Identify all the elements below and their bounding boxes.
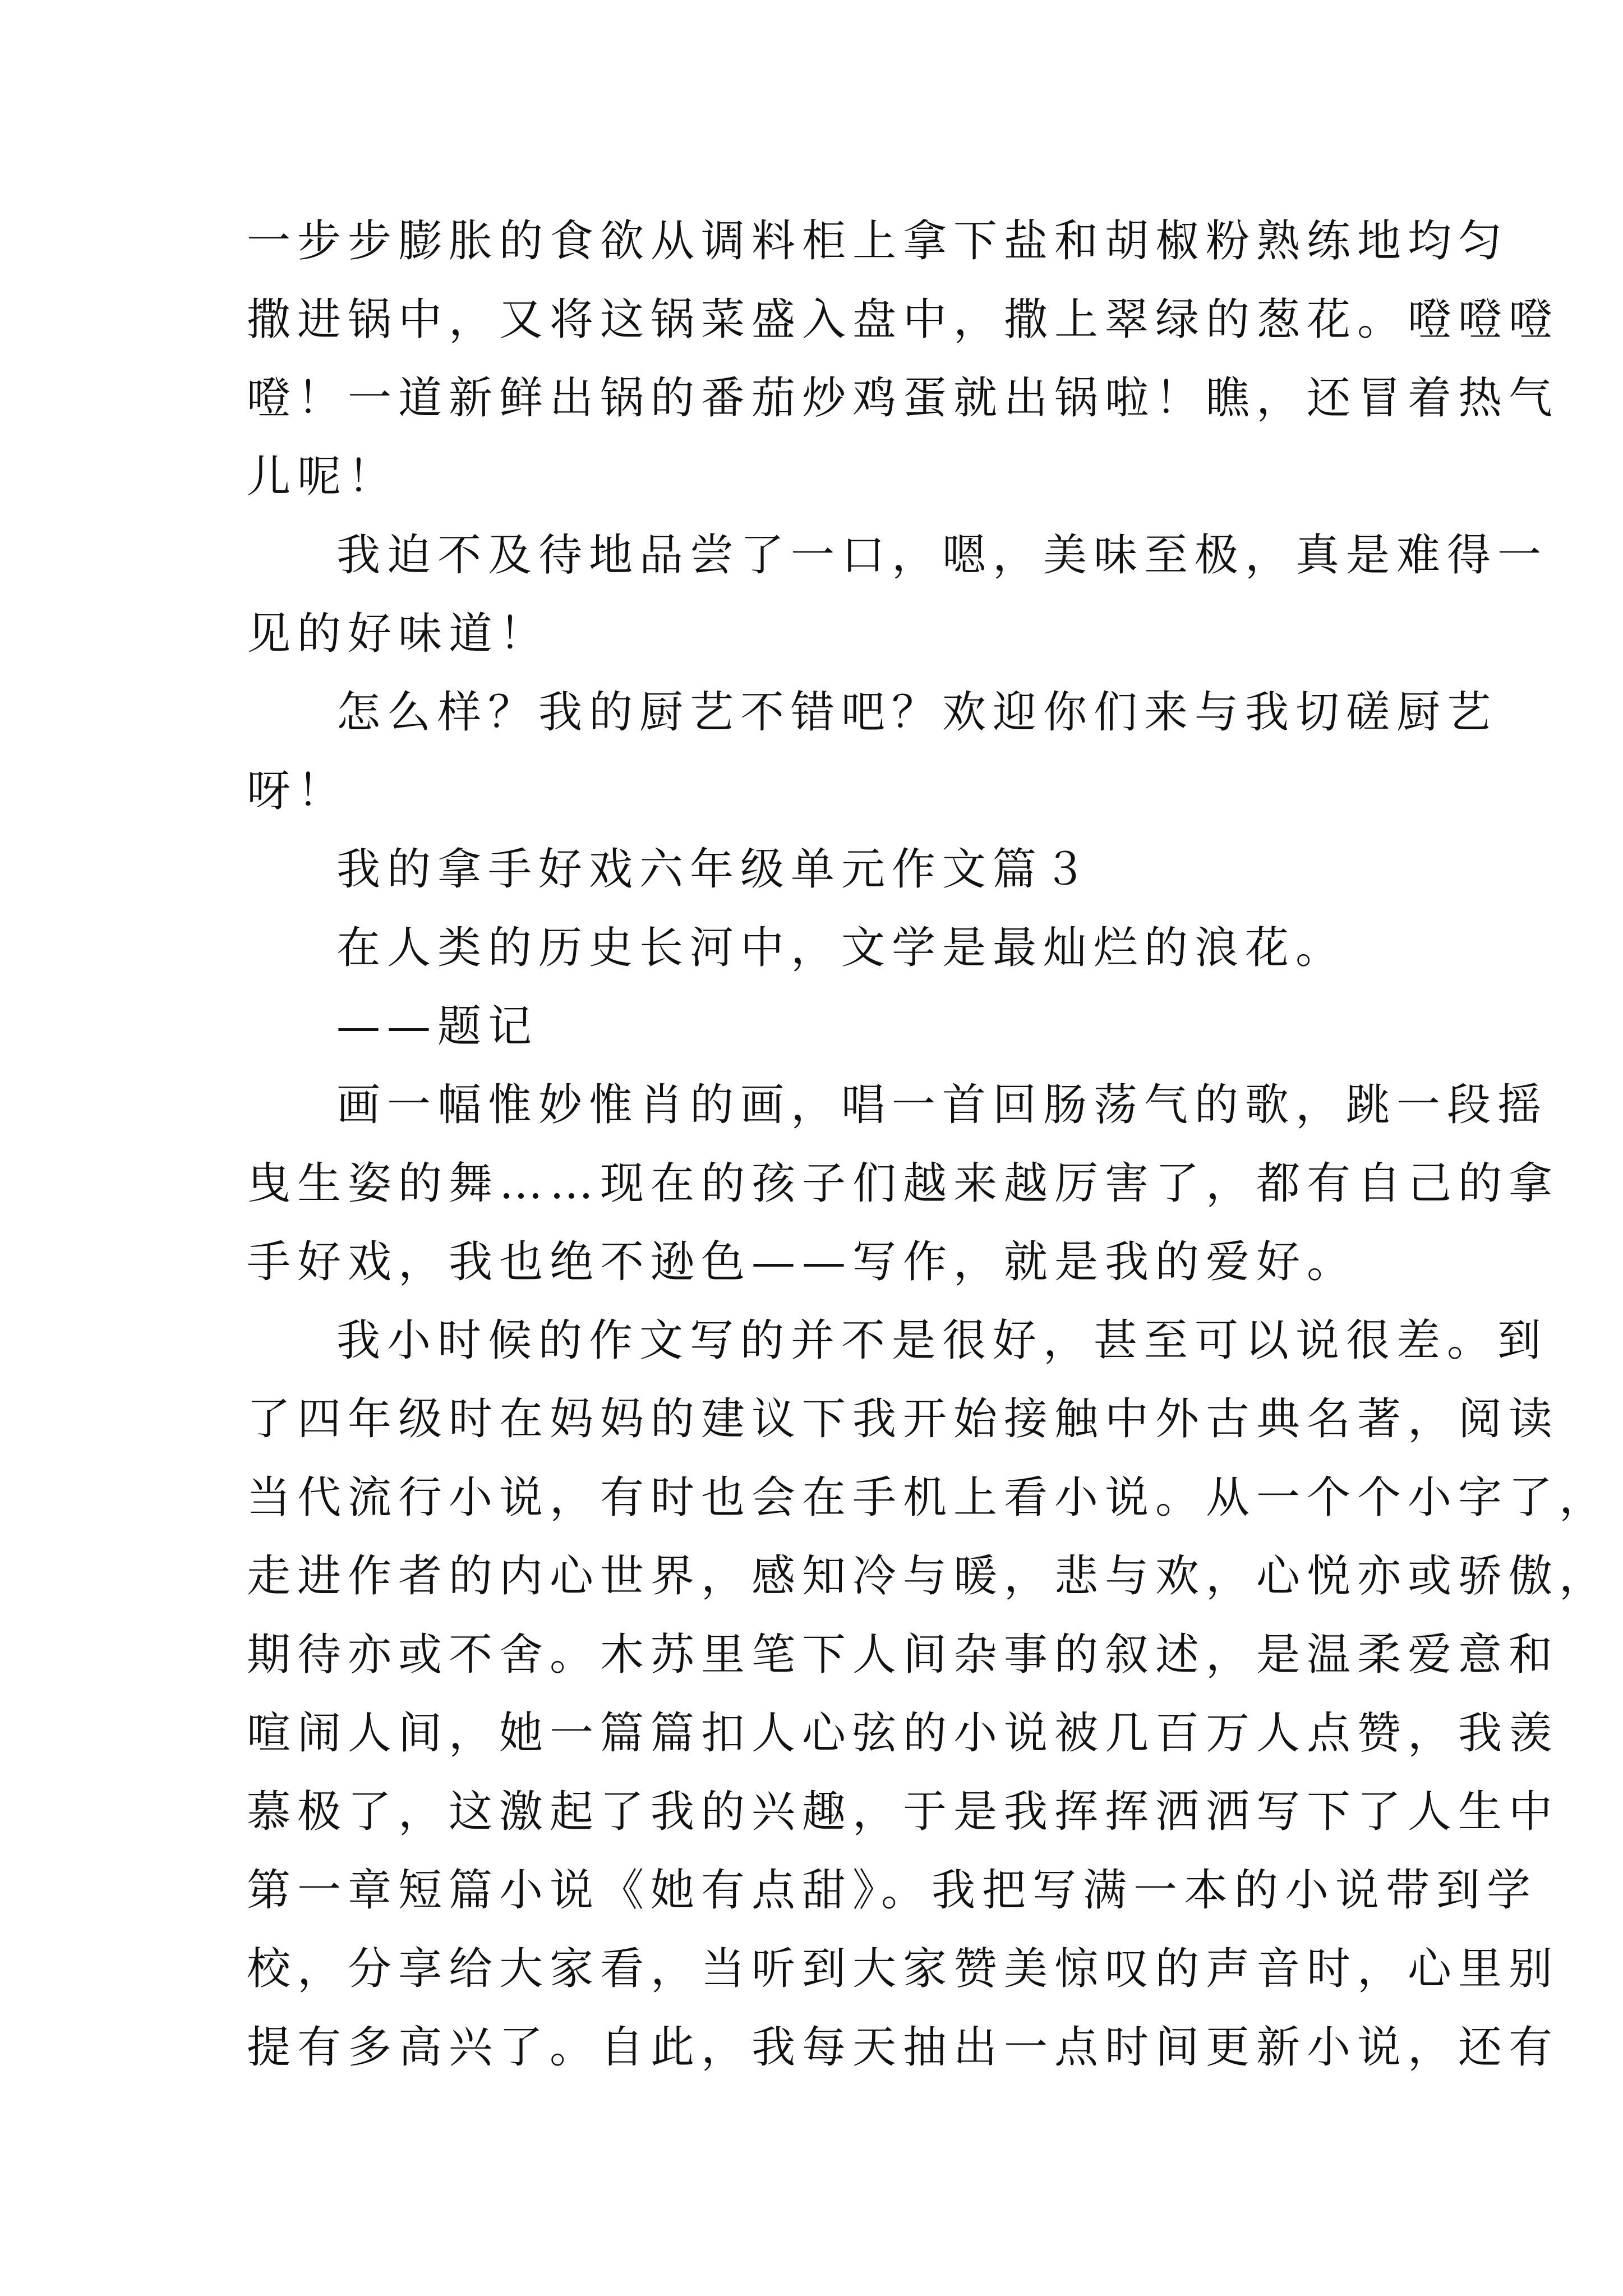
text-line: 见的好味道！ xyxy=(247,609,550,659)
text-line: 噔！一道新鲜出锅的番茄炒鸡蛋就出锅啦！瞧，还冒着热气 xyxy=(247,373,1560,424)
text-line: 当代流行小说，有时也会在手机上看小说。从一个个小字了， xyxy=(247,1473,1610,1523)
text-line: 喧闹人间，她一篇篇扣人心弦的小说被几百万人点赞，我羡 xyxy=(247,1708,1560,1759)
text-line: 我迫不及待地品尝了一口，嗯，美味至极，真是难得一 xyxy=(336,530,1548,581)
text-line: 撒进锅中，又将这锅菜盛入盘中，撒上翠绿的葱花。噔噔噔 xyxy=(247,295,1560,345)
text-line: 手好戏，我也绝不逊色——写作，就是我的爱好。 xyxy=(247,1237,1358,1287)
text-line: 曳生姿的舞……现在的孩子们越来越厉害了，都有自己的拿 xyxy=(247,1158,1560,1209)
text-line: 一步步膨胀的食欲从调料柜上拿下盐和胡椒粉熟练地均匀 xyxy=(247,216,1509,266)
text-line: 慕极了，这激起了我的兴趣，于是我挥挥洒洒写下了人生中 xyxy=(247,1787,1560,1837)
epigraph: 在人类的历史长河中，文学是最灿烂的浪花。 xyxy=(336,923,1347,973)
text-line: 走进作者的内心世界，感知冷与暖，悲与欢，心悦亦或骄傲， xyxy=(247,1551,1610,1602)
text-line: 呀！ xyxy=(247,766,348,816)
body-text xyxy=(247,202,1610,2087)
epigraph-attribution: ——题记 xyxy=(336,1001,539,1052)
text-line: 校，分享给大家看，当听到大家赞美惊叹的声音时，心里别 xyxy=(247,1944,1560,1994)
text-line: 怎么样？我的厨艺不错吧？欢迎你们来与我切磋厨艺 xyxy=(336,687,1498,738)
text-line: 期待亦或不舍。木苏里笔下人间杂事的叙述，是温柔爱意和 xyxy=(247,1630,1560,1680)
text-line: 画一幅惟妙惟肖的画，唱一首回肠荡气的歌，跳一段摇 xyxy=(336,1080,1548,1130)
text-line: 儿呢！ xyxy=(247,452,399,502)
text-line: 第一章短篇小说《她有点甜》。我把写满一本的小说带到学 xyxy=(247,1865,1538,1916)
text-line: 了四年级时在妈妈的建议下我开始接触中外古典名著，阅读 xyxy=(247,1394,1560,1444)
text-line: 我小时候的作文写的并不是很好，甚至可以说很差。到 xyxy=(336,1315,1548,1366)
text-line: 提有多高兴了。自此，我每天抽出一点时间更新小说，还有 xyxy=(247,2022,1560,2073)
section-heading: 我的拿手好戏六年级单元作文篇３ xyxy=(336,844,1094,895)
